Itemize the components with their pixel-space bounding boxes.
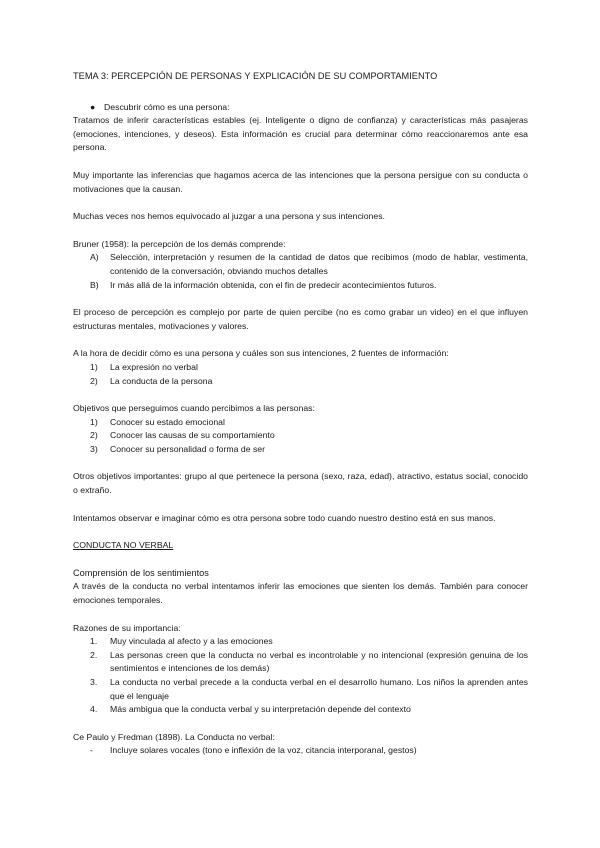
sub-heading: Comprensión de los sentimientos — [73, 567, 209, 578]
paragraph-2: Muy importante las inferencias que hagamos acerca de las intenciones que la persona persigue con su conducta o motivaciones que la causan. — [73, 169, 528, 194]
document-page — [73, 70, 528, 758]
bullet-dot-icon: ● — [90, 101, 96, 112]
list-item: 1. Muy vinculada al afecto y a las emociones — [90, 636, 273, 647]
list-item: A) Selección, interpretación y resumen de la cantidad de datos que recibimos (modo de hablar, vestimenta, contenido de la conversación, obviando muchos detalles — [90, 252, 528, 276]
list-item: 1) Conocer su estado emocional — [90, 416, 225, 427]
paragraph-5: Otros objetivos importantes: grupo al que pertenece la persona (sexo, raza, edad), atractivo, estatus social, conocido o extraño. — [73, 471, 528, 496]
depaulo-intro: Ce Paulo y Fredman (1898). La Conducta no verbal: — [73, 731, 275, 742]
list-item: 4. Más ambigua que la conducta verbal y su interpretación depende del contexto — [90, 704, 411, 715]
list-item: B) Ir más allá de la información obtenida, con el fin de predecir acontecimientos futuros. — [90, 279, 437, 290]
page-title: TEMA 3: PERCEPCIÓN DE PERSONAS Y EXPLICACIÓN DE SU COMPORTAMIENTO — [73, 71, 438, 81]
objetivos-intro: Objetivos que perseguimos cuando percibimos a las personas: — [73, 403, 315, 414]
bullet-heading-text: Descubrir cómo es una persona: — [104, 101, 230, 112]
paragraph-4: El proceso de percepción es complejo por parte de quien percibe (no es como grabar un video) en el que influyen estructuras mentales, motivaciones y valores. — [73, 307, 528, 331]
list-item: 3) Conocer su personalidad o forma de ser — [90, 443, 266, 454]
fuentes-list — [73, 361, 528, 388]
razones-intro: Razones de su importancia: — [73, 622, 181, 633]
list-item: - Incluye solares vocales (tono e inflexión de la voz, citancia interporanal, gestos) — [90, 745, 417, 756]
paragraph-1: Tratamos de inferir características estables (ej. Inteligente o digno de confianza) y características más pasajeras (emociones, intenciones, y deseos). Esta información es crucial para determinar cómo reaccionaremos ante esa persona. — [73, 115, 528, 153]
bruner-list — [73, 251, 528, 292]
paragraph-7: A través de la conducta no verbal intentamos inferir las emociones que sienten los demás. También para conocer emociones temporales. — [73, 581, 528, 606]
bullet-heading — [73, 101, 528, 115]
depaulo-list — [73, 744, 528, 758]
paragraph-3: Muchas veces nos hemos equivocado al juzgar a una persona y sus intenciones. — [73, 211, 385, 222]
section-heading: CONDUCTA NO VERBAL — [73, 540, 174, 551]
objetivos-list — [73, 416, 528, 457]
paragraph-6: Intentamos observar e imaginar cómo es otra persona sobre todo cuando nuestro destino está en sus manos. — [73, 512, 496, 523]
list-item: 1) La expresión no verbal — [90, 361, 198, 372]
list-item: 2. Las personas creen que la conducta no verbal es incontrolable y no intencional (expresión genuina de los sentimientos e intenciones de los demás) — [90, 649, 528, 674]
razones-list — [73, 635, 528, 717]
list-item: 2) La conducta de la persona — [90, 375, 213, 386]
list-item: 3. La conducta no verbal precede a la conducta verbal en el desarrollo humano. Los niños la aprenden antes que el lenguaje — [90, 677, 528, 701]
list-item: 2) Conocer las causas de su comportamiento — [90, 430, 275, 441]
bruner-intro: Bruner (1958): la percepción de los demás comprende: — [73, 238, 286, 249]
fuentes-intro: A la hora de decidir cómo es una persona y cuáles son sus intenciones, 2 fuentes de información: — [73, 348, 449, 359]
